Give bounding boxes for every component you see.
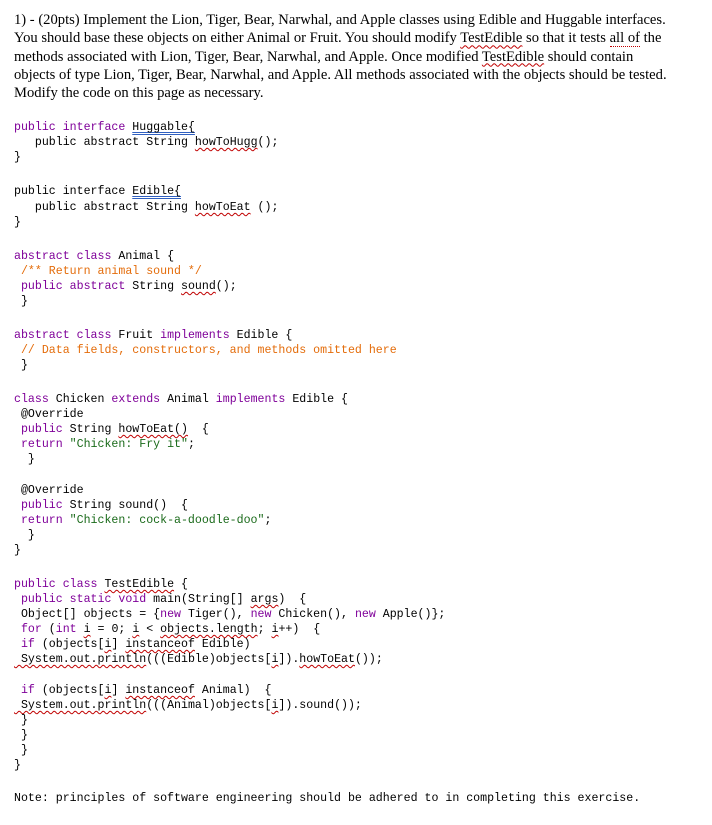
code-line: } [14, 295, 28, 308]
note-text: Note: principles of software engineering should be adhered to in completing this exercise. [14, 792, 641, 805]
code-line: /** Return animal sound */ [14, 265, 202, 278]
question-part4: should contain objects of type Lion, Tiger, Bear, Narwhal, and Apple. All methods associated with the objects should be tested. Modify the code on this page as necessary. [14, 48, 667, 102]
code-line: Object[] objects = {new Tiger(), new Chicken(), new Apple()}; [14, 608, 446, 621]
code-line: return "Chicken: Fry it"; [14, 438, 195, 451]
code-line: abstract class Animal { [14, 250, 175, 263]
code-line: } [14, 744, 28, 757]
code-line: } [14, 453, 35, 466]
code-line: } [14, 216, 21, 229]
code-line: public interface Huggable{ [14, 121, 195, 134]
code-line: return "Chicken: cock-a-doodle-doo"; [14, 514, 272, 527]
code-line: class Chicken extends Animal implements Edible { [14, 393, 348, 406]
code-line: public String howToEat() { [14, 423, 209, 436]
code-line: @Override [14, 484, 84, 497]
code-line: public String sound() { [14, 499, 188, 512]
code-line: } [14, 759, 21, 772]
testedible-ref: TestEdible [460, 30, 523, 47]
code-line: if (objects[i] instanceof Animal) { [14, 684, 272, 697]
code-line: } [14, 529, 35, 542]
code-line: public abstract String sound(); [14, 280, 237, 293]
code-line: System.out.println(((Edible)objects[i]).howToEat()); [14, 653, 383, 666]
question-text [14, 11, 674, 102]
code-line: System.out.println(((Animal)objects[i]).sound()); [14, 699, 362, 712]
code-line: abstract class Fruit implements Edible { [14, 329, 293, 342]
code-line: @Override [14, 408, 84, 421]
code-line: public class TestEdible { [14, 578, 188, 591]
code-line: public interface Edible{ [14, 185, 181, 198]
code-line: } [14, 359, 28, 372]
code-line: } [14, 729, 28, 742]
code-line: } [14, 714, 28, 727]
question-part3: the methods associated with Lion, Tiger, Bear, Narwhal, and Apple. Once modified [14, 30, 662, 65]
testedible-ref-2: TestEdible [481, 48, 545, 65]
code-line: } [14, 151, 21, 164]
code-line: public abstract String howToEat (); [14, 201, 279, 214]
code-line: public static void main(String[] args) { [14, 593, 307, 606]
code-line: // Data fields, constructors, and methods omitted here [14, 344, 397, 357]
code-line: public abstract String howToHugg(); [14, 136, 279, 149]
code-line: for (int i = 0; i < objects.length; i++) { [14, 623, 321, 636]
code-line: if (objects[i] instanceof Edible) [14, 638, 251, 651]
question-part1: 1) - (20pts) Implement the Lion, Tiger, Bear, Narwhal, and Apple classes using Edible and Huggable interfaces. You should base these objects on either Animal or Fruit. You should modify [14, 12, 666, 47]
code-line: } [14, 544, 21, 557]
all-of-text: all of [609, 30, 640, 47]
question-part2: so that it tests [522, 30, 610, 47]
